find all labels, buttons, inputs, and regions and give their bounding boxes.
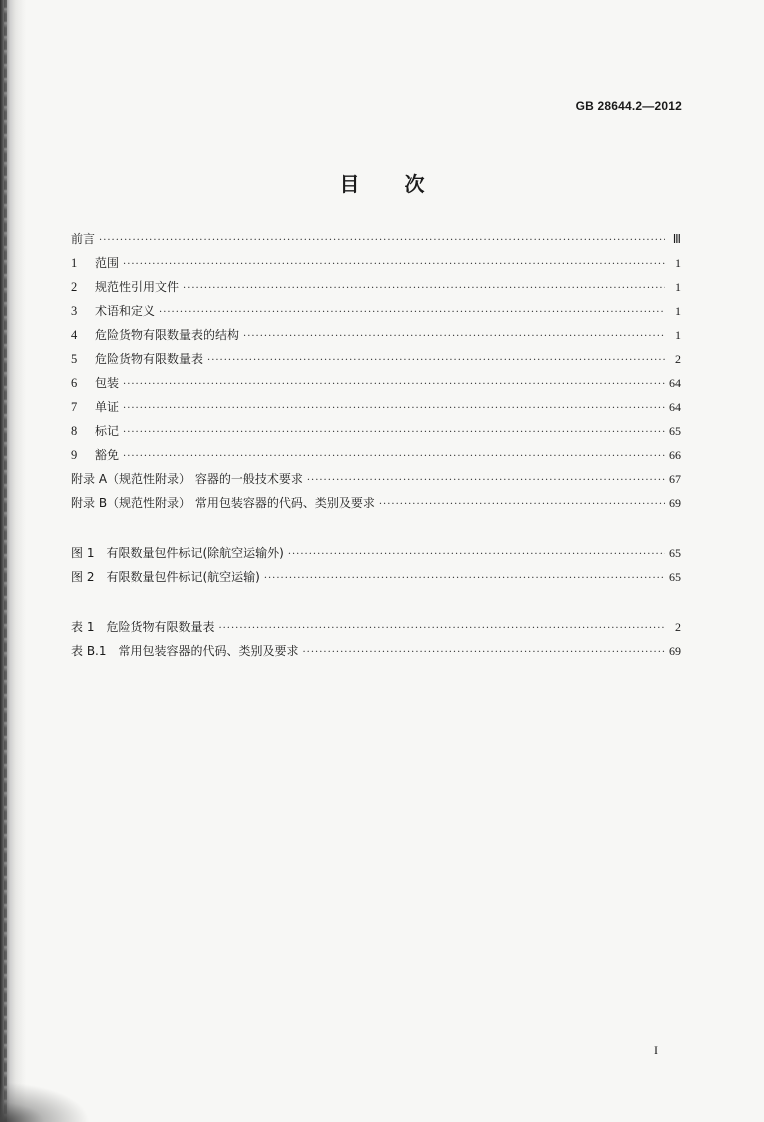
toc-entry-annex-a[interactable]: [71, 470, 681, 494]
toc-leader: [123, 379, 665, 390]
toc-entry-text: 表 1 危险货物有限数量表: [71, 620, 215, 634]
toc-page-number: 65: [669, 570, 681, 584]
toc-entry-text: 豁免: [95, 448, 120, 462]
toc-page-number: 64: [669, 376, 681, 390]
toc-entry-packaging[interactable]: [71, 374, 681, 398]
toc-entry-exemption[interactable]: [71, 446, 681, 470]
toc-entry-text: 图 2 有限数量包件标记(航空运输): [71, 570, 260, 584]
toc-entry-number: 4: [71, 328, 78, 342]
toc-entry-annex-b[interactable]: [71, 494, 681, 518]
toc-entry-terms[interactable]: [71, 302, 681, 326]
toc-leader: [307, 475, 665, 486]
toc-leader: [183, 283, 665, 294]
toc-entry-number: 2: [71, 280, 78, 294]
toc-page-number: 66: [669, 448, 681, 462]
toc-entry-table-1[interactable]: [71, 618, 681, 642]
toc-page-number: 69: [669, 644, 681, 658]
toc-entry-text: 表 B.1 常用包装容器的代码、类别及要求: [71, 644, 299, 658]
toc-leader: [264, 573, 665, 584]
toc-entry-scope[interactable]: [71, 254, 681, 278]
toc-page-number: 1: [675, 304, 681, 318]
toc-entry-figure-2[interactable]: [71, 568, 681, 592]
table-of-contents: [71, 230, 681, 692]
toc-entry-text: 图 1 有限数量包件标记(除航空运输外): [71, 546, 284, 560]
toc-leader: [218, 623, 665, 634]
toc-tables-section: [71, 618, 681, 666]
toc-entry-text: 危险货物有限数量表: [95, 352, 204, 366]
toc-page-number: 1: [675, 328, 681, 342]
toc-entry-text: 单证: [95, 400, 120, 414]
toc-leader: [99, 235, 665, 246]
toc-entry-text: 危险货物有限数量表的结构: [95, 328, 240, 342]
toc-entry-text: 附录 B（规范性附录） 常用包装容器的代码、类别及要求: [71, 496, 375, 510]
toc-page-number: 1: [675, 280, 681, 294]
toc-entry-figure-1[interactable]: [71, 544, 681, 568]
toc-page-number: 67: [669, 472, 681, 486]
toc-entry-limited-quantity-table[interactable]: [71, 350, 681, 374]
toc-leader: [207, 355, 665, 366]
toc-leader: [379, 499, 665, 510]
toc-entry-number: 3: [71, 304, 78, 318]
toc-entry-table-b1[interactable]: [71, 642, 681, 666]
page-number: I: [654, 1043, 658, 1057]
page-title: 目 次: [339, 172, 425, 196]
toc-entry-number: 1: [71, 256, 78, 270]
toc-page-number: 64: [669, 400, 681, 414]
toc-entry-number: 5: [71, 352, 78, 366]
toc-main-section: [71, 230, 681, 518]
toc-entry-number: 7: [71, 400, 78, 414]
toc-page-number: 65: [669, 424, 681, 438]
toc-leader: [123, 451, 665, 462]
toc-entry-text: 术语和定义: [95, 304, 156, 318]
toc-entry-marking[interactable]: [71, 422, 681, 446]
toc-entry-structure[interactable]: [71, 326, 681, 350]
toc-entry-documents[interactable]: [71, 398, 681, 422]
toc-leader: [288, 549, 665, 560]
scan-corner-smudge: [0, 1082, 90, 1122]
toc-entry-foreword[interactable]: [71, 230, 681, 254]
toc-leader: [123, 427, 665, 438]
toc-figures-section: [71, 544, 681, 592]
toc-leader: [303, 647, 666, 658]
toc-entry-text: 包装: [95, 376, 120, 390]
toc-entry-number: 8: [71, 424, 78, 438]
toc-entry-normative-references[interactable]: [71, 278, 681, 302]
toc-leader: [123, 403, 665, 414]
toc-entry-number: 9: [71, 448, 78, 462]
toc-page-number: 65: [669, 546, 681, 560]
standard-number: GB 28644.2—2012: [575, 99, 682, 113]
toc-leader: [123, 259, 665, 270]
toc-page-number: 2: [675, 352, 681, 366]
toc-entry-text: 前言: [71, 232, 96, 246]
toc-leader: [243, 331, 665, 342]
toc-page-number: 1: [675, 256, 681, 270]
toc-entry-text: 附录 A（规范性附录） 容器的一般技术要求: [71, 472, 303, 486]
toc-page-number: 2: [675, 620, 681, 634]
toc-leader: [159, 307, 665, 318]
toc-entry-text: 范围: [95, 256, 120, 270]
toc-entry-text: 标记: [95, 424, 120, 438]
toc-entry-text: 规范性引用文件: [95, 280, 180, 294]
toc-page-number: 69: [669, 496, 681, 510]
toc-entry-number: 6: [71, 376, 78, 390]
toc-page-number: Ⅲ: [672, 232, 681, 246]
